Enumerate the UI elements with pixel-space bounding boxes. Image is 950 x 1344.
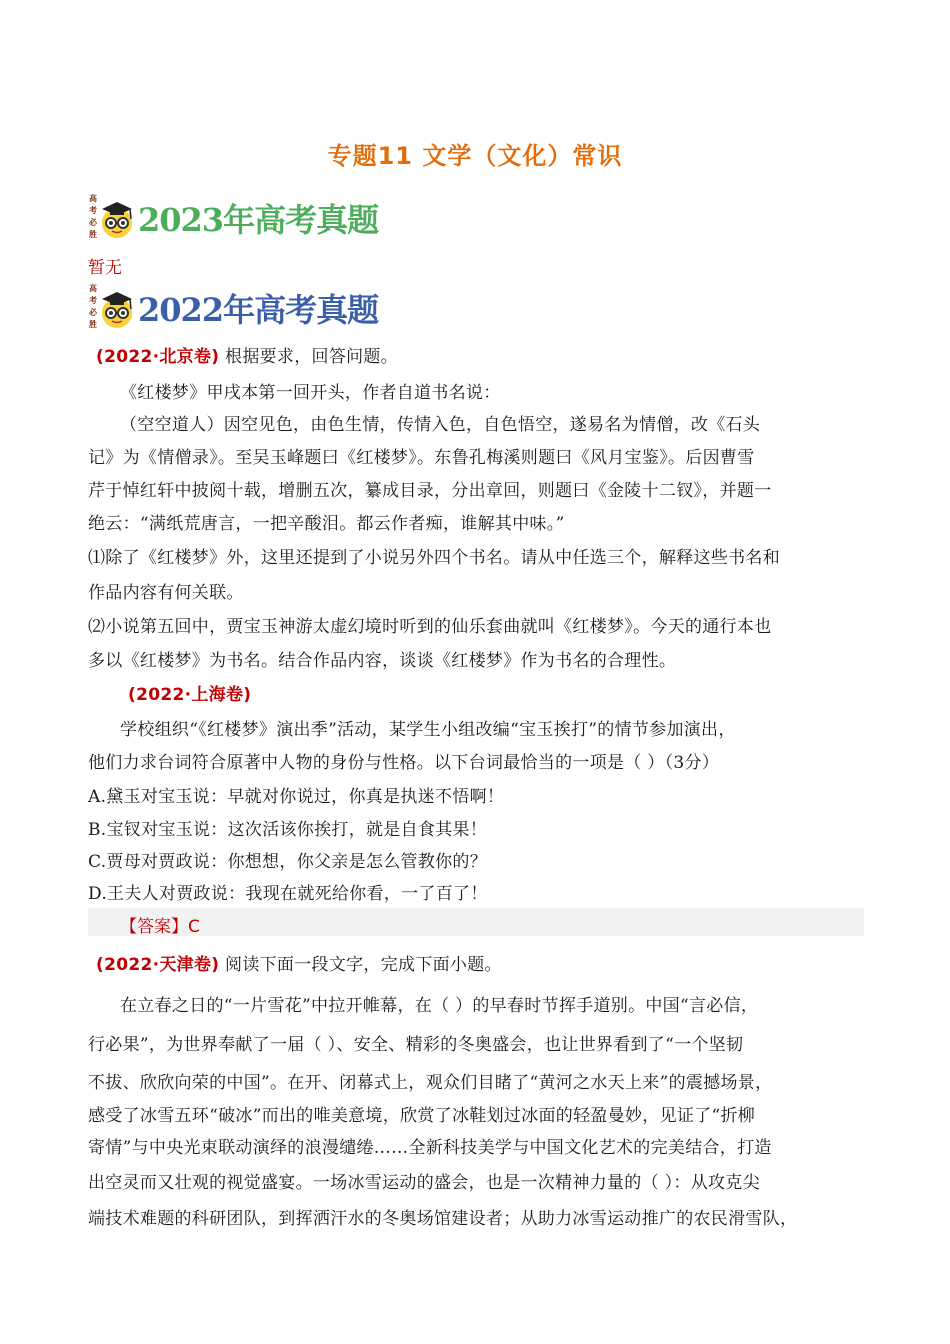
q3-line: 端技术难题的科研团队，到挥洒汗水的冬奥场馆建设者；从助力冰雪运动推广的农民滑雪队， xyxy=(88,1209,798,1229)
q2-option-c: C.贾母对贾政说：你想想，你父亲是怎么管教你的？ xyxy=(88,852,488,872)
q2-answer-box xyxy=(88,908,864,936)
q1-prompt: 根据要求，回答问题。 xyxy=(225,347,399,367)
section-2022-heading: 2022年高考真题 xyxy=(138,291,379,329)
q2-option-a: A.黛玉对宝玉说：早就对你说过，你真是执迷不悟啊！ xyxy=(88,787,505,807)
q3-line: 寄情”与中央光束联动演绎的浪漫缱绻……全新科技美学与中国文化艺术的完美结合，打造 xyxy=(88,1138,772,1158)
q1-line: 芹于悼红轩中披阅十载，增删五次，纂成目录，分出章回，则题曰《金陵十二钗》，并题一 xyxy=(88,481,772,501)
q3-line: 不拔、欣欣向荣的中国”。在开、闭幕式上，观众们目睹了“黄河之水天上来”的震撼场景， xyxy=(88,1073,773,1093)
q3-line: 在立春之日的“一片雪花”中拉开帷幕，在（ ）的早春时节挥手道别。中国“言必信， xyxy=(120,996,759,1016)
q2-line: 学校组织“《红楼梦》演出季”活动，某学生小组改编“宝玉挨打”的情节参加演出， xyxy=(120,720,736,740)
mascot-logo-icon xyxy=(88,283,136,333)
q3-prompt: 阅读下面一段文字，完成下面小题。 xyxy=(225,955,502,975)
answer-label: 【答案】 xyxy=(120,917,188,937)
q1-line: 绝云：“满纸荒唐言，一把辛酸泪。都云作者痴，谁解其中味。” xyxy=(88,514,565,534)
q1-line: 《红楼梦》甲戌本第一回开头，作者自道书名说： xyxy=(120,383,501,403)
q3-line: 行必果”，为世界奉献了一届（ ）、安全、精彩的冬奥盛会，也让世界看到了“一个坚韧 xyxy=(88,1035,744,1055)
q3-line: 感受了冰雪五环“破冰”而出的唯美意境，欣赏了冰鞋划过冰面的轻盈曼妙，见证了“折柳 xyxy=(88,1106,756,1126)
q1-line: 记》为《情僧录》。至吴玉峰题曰《红楼梦》。东鲁孔梅溪则题曰《风月宝鉴》。后因曹雪 xyxy=(88,448,755,468)
logo-text: 高 考 必 胜 xyxy=(89,284,97,329)
q1-line: （空空道人）因空见色，由色生情，传情入色，自色悟空，遂易名为情僧，改《石头 xyxy=(120,415,761,435)
q2-line: 他们力求台词符合原著中人物的身份与性格。以下台词最恰当的一项是（ ）（3分） xyxy=(88,753,720,773)
q2-option-d: D.王夫人对贾政说：我现在就死给你看，一了百了！ xyxy=(88,884,488,904)
q2-source: (2022·上海卷) xyxy=(128,685,252,705)
q3-source: (2022·天津卷) xyxy=(96,955,220,975)
section-2023-heading: 2023年高考真题 xyxy=(138,201,379,239)
q1-line: 多以《红楼梦》为书名。结合作品内容，谈谈《红楼梦》作为书名的合理性。 xyxy=(88,651,677,671)
q1-subquestion-1: ⑴除了《红楼梦》外，这里还提到了小说另外四个书名。请从中任选三个，解释这些书名和 xyxy=(88,548,780,568)
section-2023-none: 暂无 xyxy=(88,258,122,278)
page-title: 专题11 文学（文化）常识 xyxy=(327,142,623,170)
answer-value: C xyxy=(188,917,200,937)
q3-header xyxy=(96,950,502,975)
mascot-logo-icon xyxy=(88,193,136,243)
q2-option-b: B.宝钗对宝玉说：这次活该你挨打，就是自食其果！ xyxy=(88,820,488,840)
q1-line: 作品内容有何关联。 xyxy=(88,583,244,603)
q1-header xyxy=(96,342,398,367)
section-banner-2022 xyxy=(88,282,378,334)
section-banner-2023 xyxy=(88,192,378,244)
q1-source: (2022·北京卷) xyxy=(96,347,220,367)
logo-text: 高 考 必 胜 xyxy=(89,194,97,239)
q1-subquestion-2: ⑵小说第五回中，贾宝玉神游太虚幻境时听到的仙乐套曲就叫《红楼梦》。今天的通行本也 xyxy=(88,617,772,637)
q3-line: 出空灵而又壮观的视觉盛宴。一场冰雪运动的盛会，也是一次精神力量的（ ）：从攻克尖 xyxy=(88,1173,760,1193)
q2-answer xyxy=(120,912,200,937)
